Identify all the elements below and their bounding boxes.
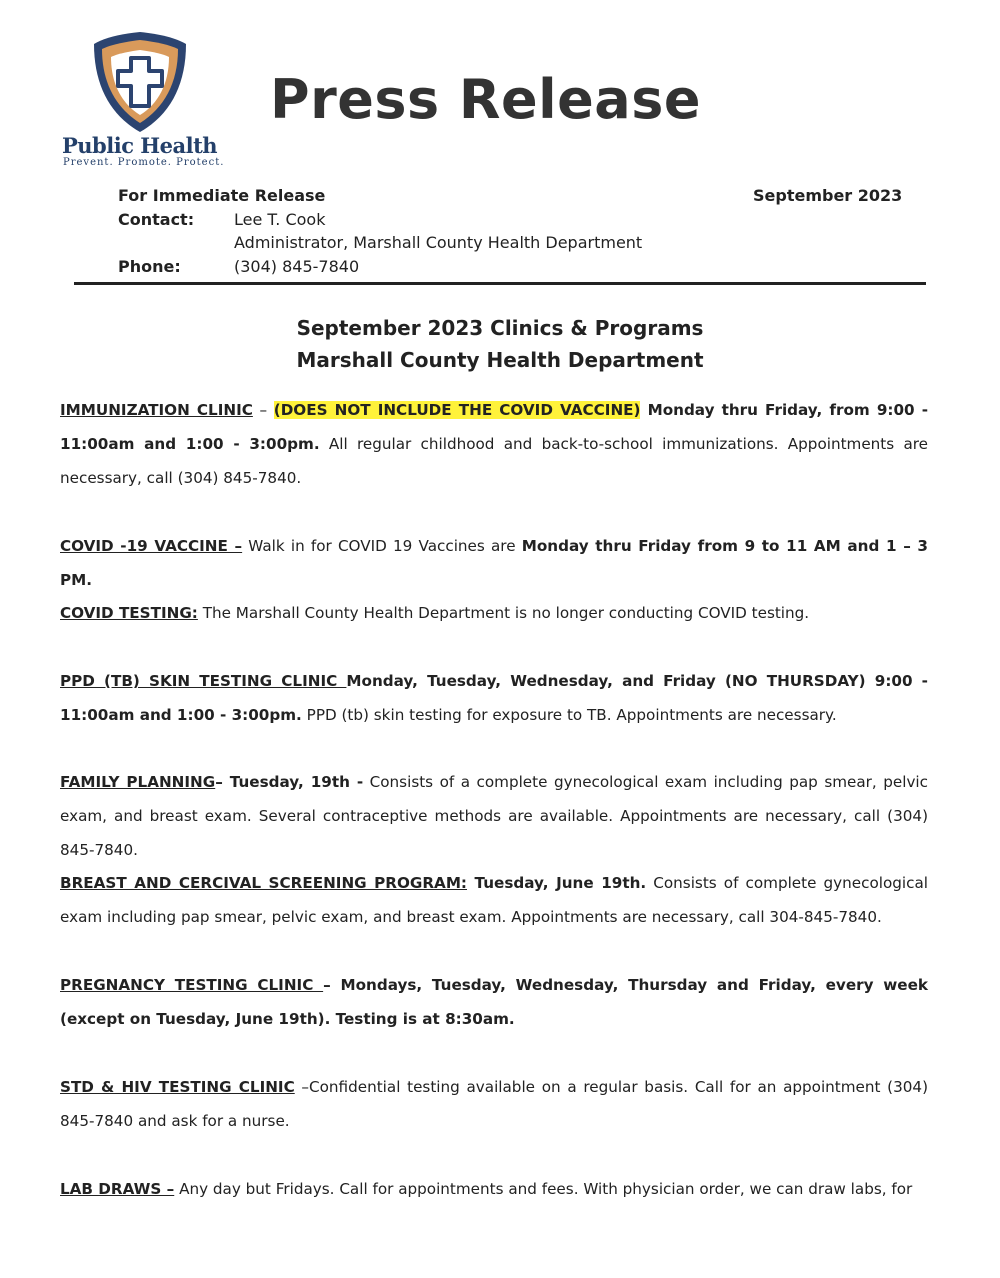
std-section: STD & HIV TESTING CLINIC –Confidential testing available on a regular basis. Call for an appointment (304) 845-7840 and ask for a nurse. — [60, 1078, 928, 1130]
section-label: PPD (TB) SKIN TESTING CLINIC — [60, 672, 347, 690]
phone-label: Phone: — [118, 257, 181, 276]
page-title: Press Release — [270, 68, 701, 131]
main-heading-line1: September 2023 Clinics & Programs — [296, 316, 704, 340]
shield-cross-icon — [90, 30, 190, 134]
main-heading-line2: Marshall County Health Department — [296, 348, 704, 372]
ppd-section: PPD (TB) SKIN TESTING CLINIC Monday, Tuesday, Wednesday, and Friday (NO THURSDAY) 9:00 - 11:00am and 1:00 - 3:00pm. PPD (tb) skin testing for exposure to TB. Appointments are necessary. — [60, 672, 928, 724]
covid-testing-section: COVID TESTING: The Marshall County Health Department is no longer conducting COVID testing. — [60, 604, 810, 622]
release-date: September 2023 — [753, 186, 903, 205]
highlight-note: (DOES NOT INCLUDE THE COVID VACCINE) — [273, 401, 641, 419]
release-label: For Immediate Release — [118, 186, 326, 205]
section-label: FAMILY PLANNING — [60, 773, 216, 791]
logo-name: Public Health — [62, 133, 218, 158]
section-label: COVID TESTING: — [60, 604, 198, 622]
phone-number: (304) 845-7840 — [234, 257, 360, 276]
pregnancy-section: PREGNANCY TESTING CLINIC – Mondays, Tuesday, Wednesday, Thursday and Friday, every week (except on Tuesday, June 19th). Testing is at 8:30am. — [60, 976, 928, 1028]
contact-name: Lee T. Cook — [234, 210, 326, 229]
section-label: IMMUNIZATION CLINIC — [60, 401, 253, 419]
public-health-logo — [60, 30, 230, 170]
section-label: PREGNANCY TESTING CLINIC — [60, 976, 324, 994]
family-planning-section: FAMILY PLANNING– Tuesday, 19th - Consists of a complete gynecological exam including pap smear, pelvic exam, and breast exam. Several contraceptive methods are available. Appointments are necessary, call (304) 845-7840. — [60, 773, 928, 859]
header-divider — [74, 282, 926, 285]
section-label: LAB DRAWS – — [60, 1180, 175, 1198]
lab-draws-section: LAB DRAWS – Any day but Fridays. Call for appointments and fees. With physician order, we can draw labs, for — [60, 1180, 913, 1198]
section-label: COVID -19 VACCINE – — [60, 537, 243, 555]
covid-vaccine-section: COVID -19 VACCINE – Walk in for COVID 19 Vaccines are Monday thru Friday from 9 to 11 AM and 1 – 3 PM. — [60, 537, 928, 589]
section-label: STD & HIV TESTING CLINIC — [60, 1078, 295, 1096]
logo-tagline: Prevent. Promote. Protect. — [63, 157, 225, 168]
section-label: BREAST AND CERCIVAL SCREENING PROGRAM: — [60, 874, 468, 892]
contact-title: Administrator, Marshall County Health Department — [234, 233, 643, 252]
breast-screening-section: BREAST AND CERCIVAL SCREENING PROGRAM: Tuesday, June 19th. Consists of complete gynecological exam including pap smear, pelvic exam, and breast exam. Appointments are necessary, call 304-845-7840. — [60, 874, 929, 926]
immunization-section: IMMUNIZATION CLINIC – (DOES NOT INCLUDE THE COVID VACCINE) Monday thru Friday, from 9:00 - 11:00am and 1:00 - 3:00pm. All regular childhood and back-to-school immunizations. Appointments are necessary, call (304) 845-7840. — [60, 401, 929, 487]
contact-label: Contact: — [118, 210, 195, 229]
